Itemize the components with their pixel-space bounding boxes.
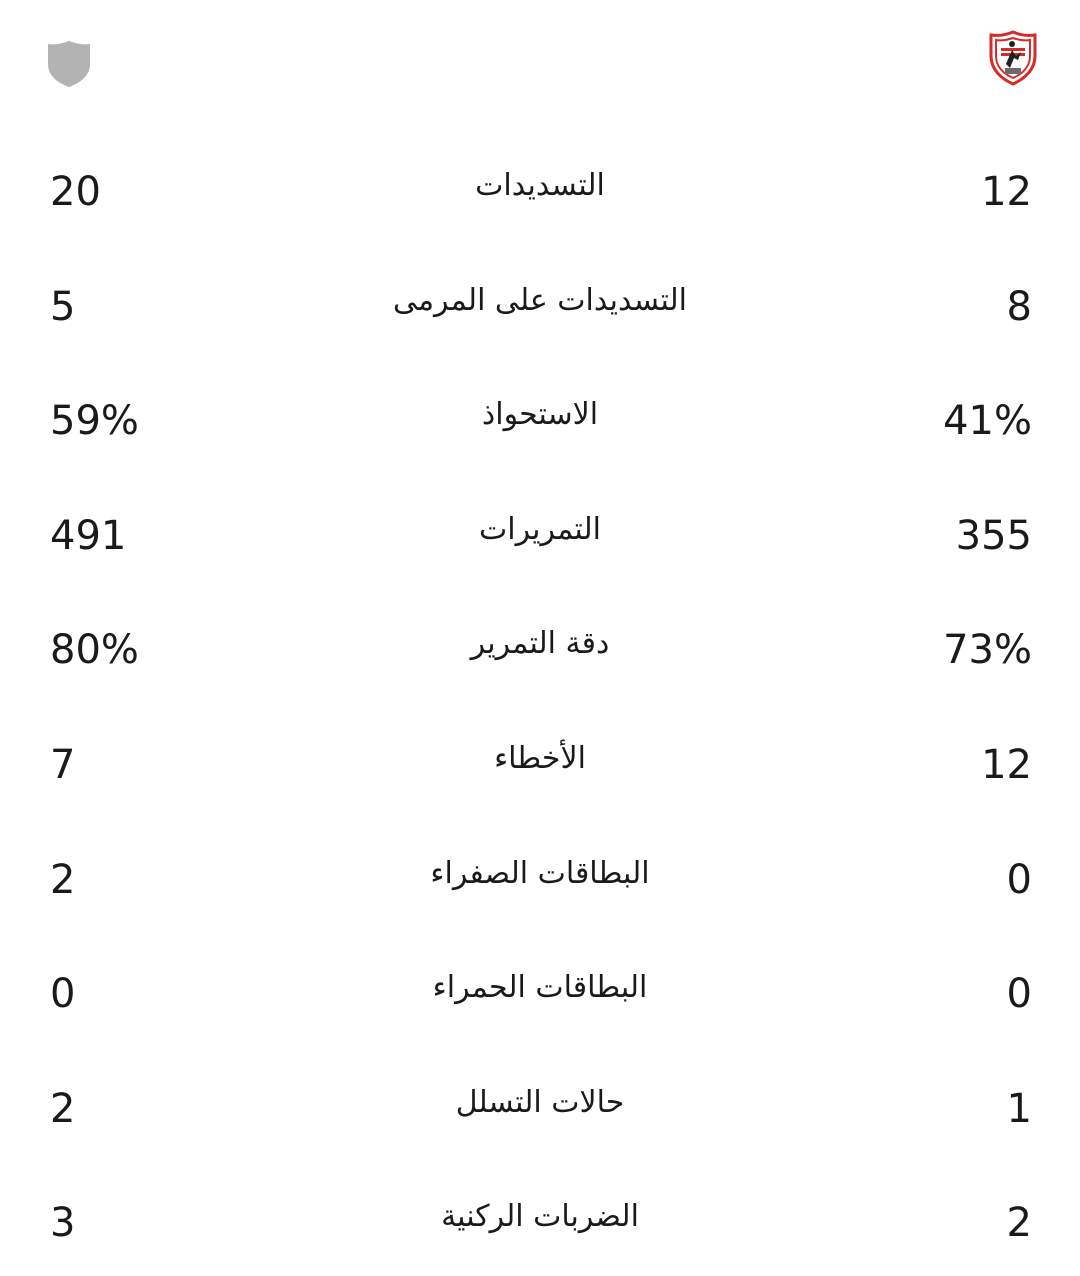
stat-row-corners (0, 1161, 1080, 1276)
home-value: 12 (981, 741, 1032, 788)
away-value: 491 (50, 512, 127, 559)
stat-label: البطاقات الصفراء (430, 855, 650, 891)
home-value: 8 (1006, 283, 1032, 330)
home-value: 1 (1006, 1085, 1032, 1132)
home-value: 41% (943, 398, 1032, 445)
away-value: 20 (50, 169, 101, 215)
stat-row-shots (0, 130, 1080, 245)
stat-row-passes (0, 474, 1080, 589)
away-value: 2 (50, 856, 76, 903)
stat-label: التمريرات (479, 511, 601, 547)
stat-label: دقة التمرير (470, 626, 610, 662)
stat-row-possession (0, 359, 1080, 474)
home-value: 355 (955, 512, 1032, 559)
home-value: 73% (943, 627, 1032, 674)
away-value: 3 (50, 1200, 76, 1247)
home-value: 2 (1006, 1200, 1032, 1247)
stat-label: التسديدات (475, 168, 605, 203)
away-value: 59% (50, 398, 139, 445)
stat-label: حالات التسلل (455, 1084, 625, 1120)
stat-label: البطاقات الحمراء (432, 970, 648, 1006)
stat-row-red-cards (0, 932, 1080, 1047)
stat-label: التسديدات على المرمى (392, 282, 688, 318)
stat-row-offsides (0, 1047, 1080, 1162)
teams-header (0, 0, 1080, 130)
away-value: 5 (50, 283, 76, 330)
home-team-crest-icon[interactable] (988, 30, 1038, 86)
stat-row-fouls (0, 703, 1080, 818)
stat-row-yellow-cards (0, 818, 1080, 933)
away-team-crest-icon[interactable] (46, 40, 92, 88)
stat-row-shots-on-target (0, 245, 1080, 360)
stat-label: الأخطاء (494, 740, 586, 776)
stat-label: الضربات الركنية (441, 1199, 639, 1235)
away-value: 0 (50, 971, 76, 1018)
away-value: 80% (50, 627, 139, 674)
home-value: 12 (981, 169, 1032, 215)
stat-label: الاستحواذ (481, 397, 599, 433)
match-stats-list (0, 130, 1080, 1276)
home-value: 0 (1006, 971, 1032, 1018)
away-value: 2 (50, 1085, 76, 1132)
home-value: 0 (1006, 856, 1032, 903)
stat-row-pass-accuracy (0, 588, 1080, 703)
away-value: 7 (50, 741, 76, 788)
